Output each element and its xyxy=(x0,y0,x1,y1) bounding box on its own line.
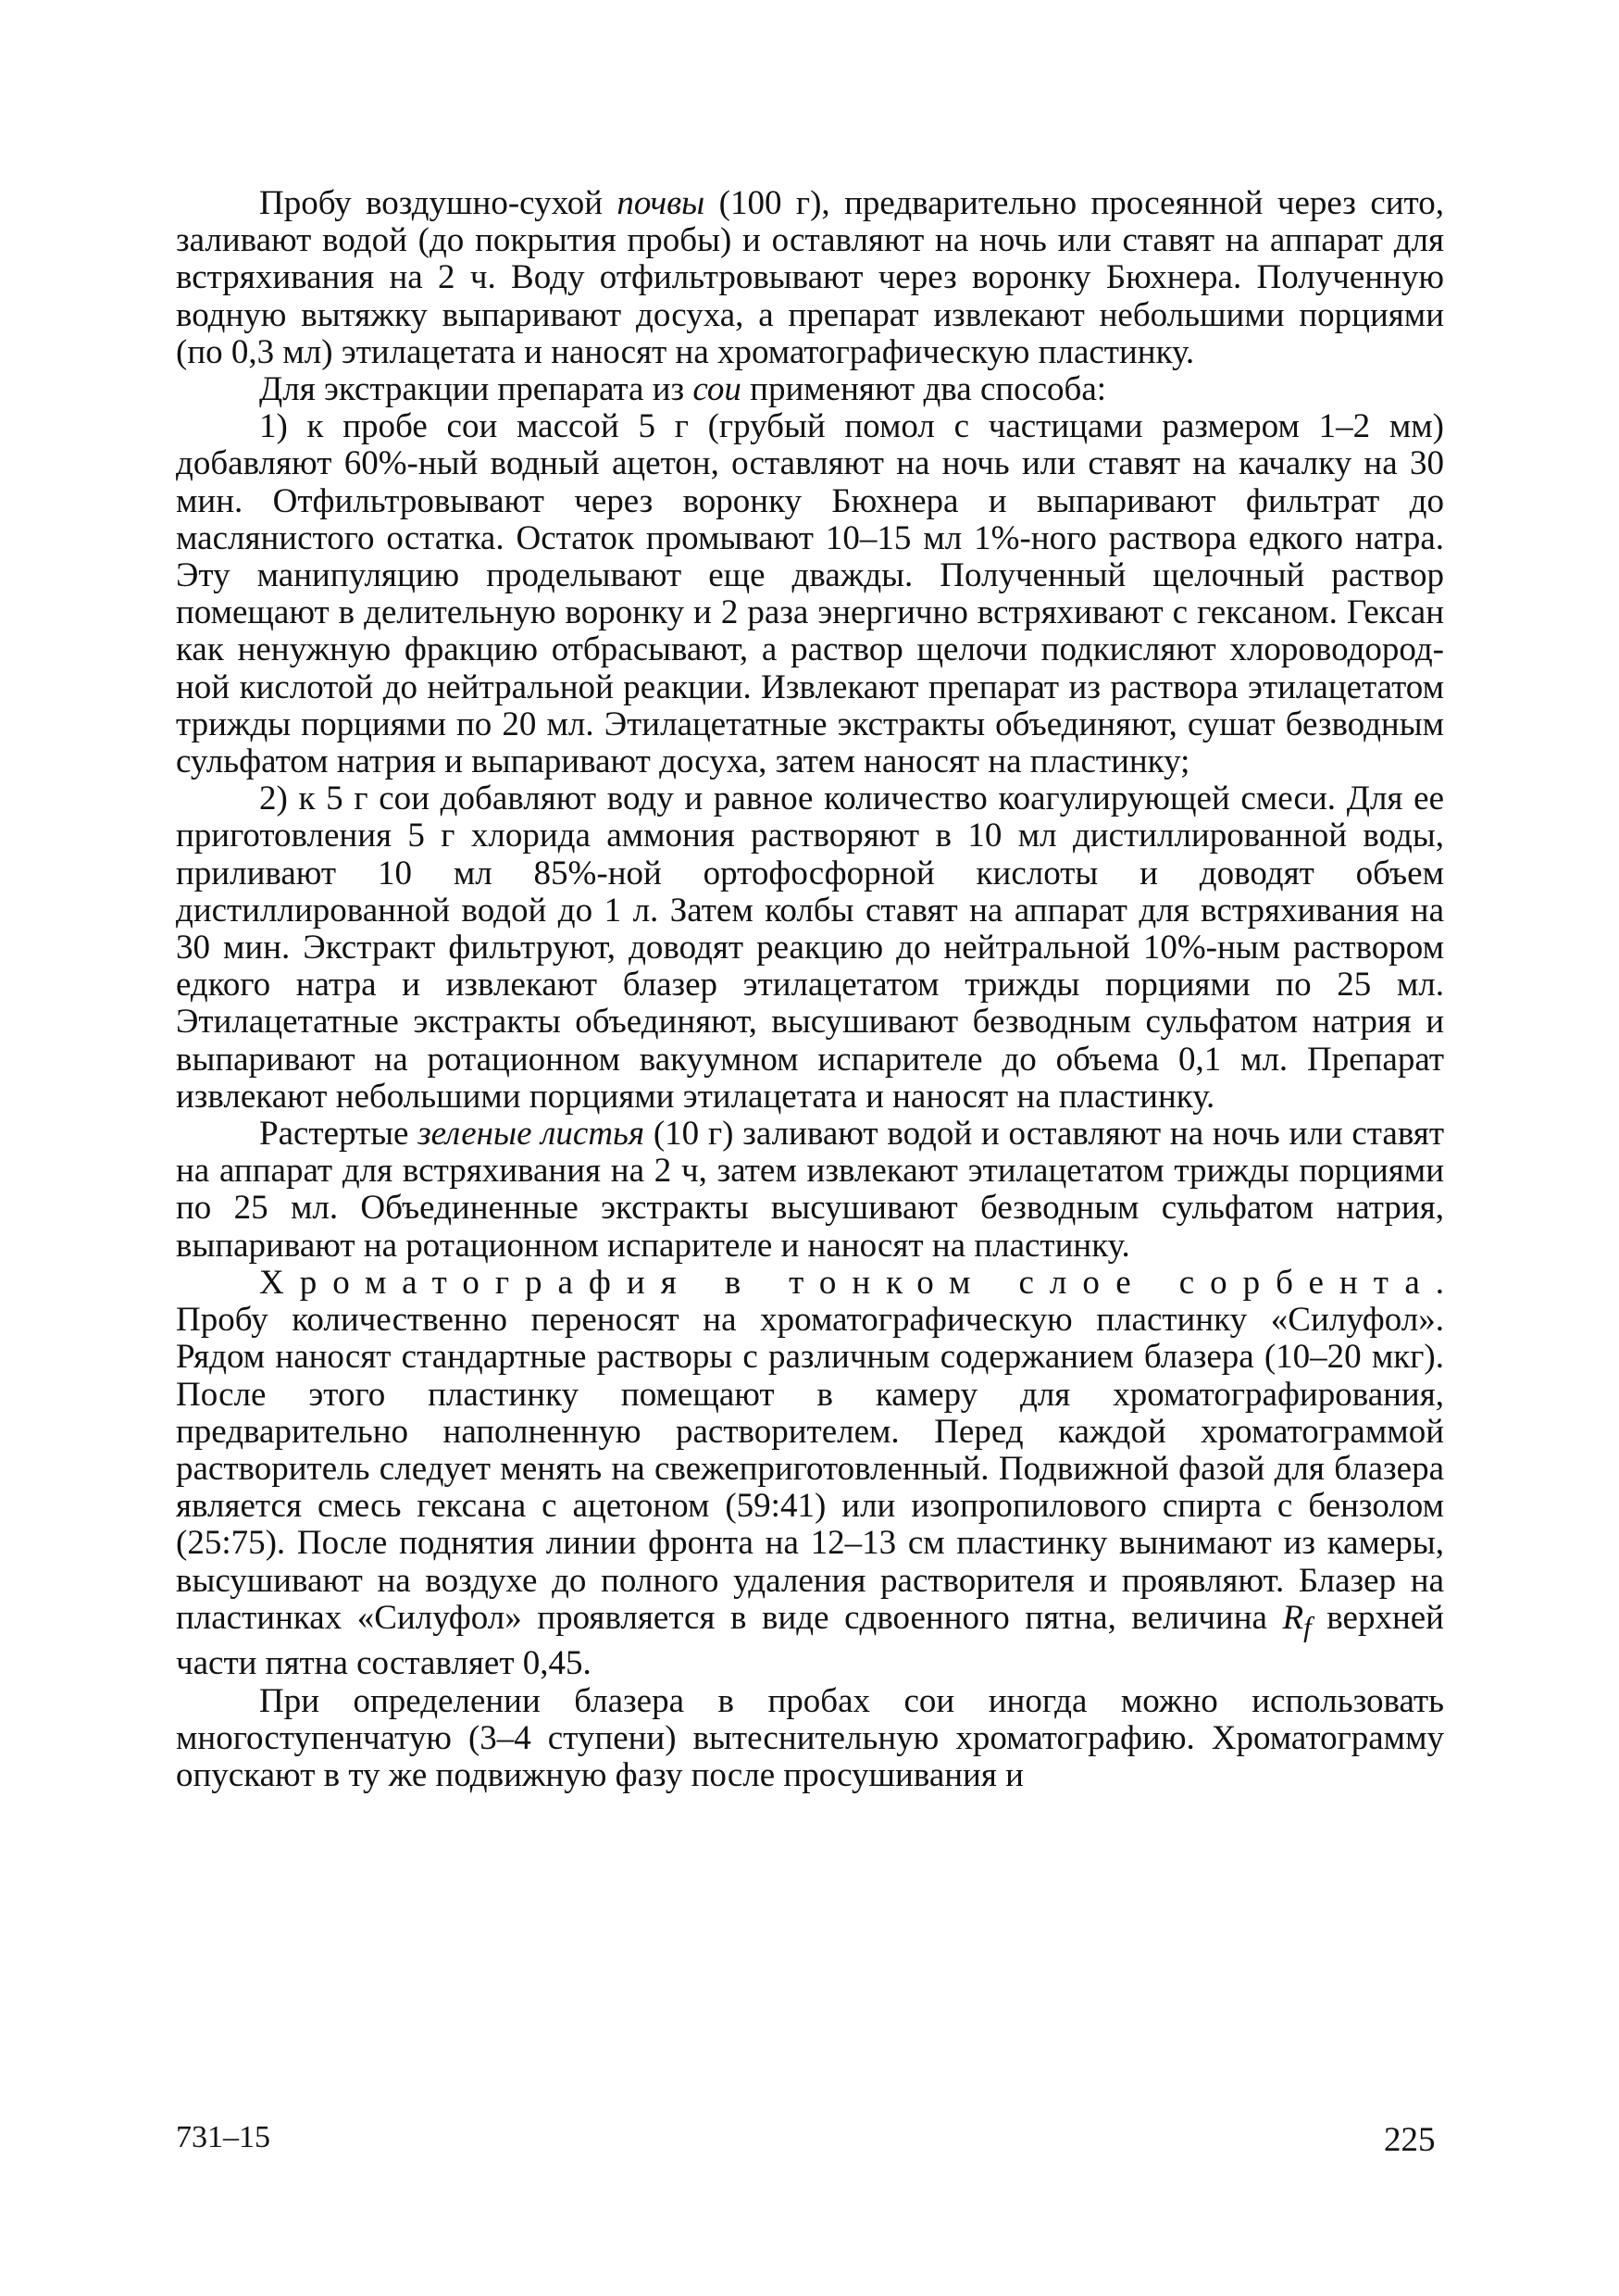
text-run: верхней части пятна составляет 0,45. xyxy=(176,1598,1444,1683)
text-run: При определении блазера в пробах сои иногда можно использовать многоступенчатую (3–4 ступени) вытеснительную хроматографию. Хроматограмму опускают в ту же подвижную фазу после просушивания и xyxy=(176,1681,1444,1794)
italic-text: зеленые листья xyxy=(417,1115,645,1154)
text-run: Растертые xyxy=(259,1115,418,1154)
page-number: 225 xyxy=(1384,2121,1436,2159)
paragraph xyxy=(176,185,1444,371)
paragraph xyxy=(176,1116,1444,1265)
text-run: Для экстракции препарата из xyxy=(259,370,693,409)
text-run: (100 г), предварительно просеянной через сито, заливают водой (до покрытия пробы) и оставляют на ночь или ставят на аппарат для встряхивания на 2 ч. Воду отфильтровывают через воронку Бюхнера. Полученную водную вытяжку выпаривают досуха, а препарат извлекают небольшими порциями (по 0,3 мл) этилацетата и наносят на хроматографическую пластинку. xyxy=(176,184,1444,371)
paragraph xyxy=(176,408,1444,780)
paragraph xyxy=(176,1683,1444,1795)
paragraph xyxy=(176,371,1444,408)
text-run: . Пробу количественно переносят на хроматографическую пластинку «Силуфол». Рядом наносят стандартные растворы с различным содержанием блазера (10–20 мкг). После этого пластинку помещают в камеру для хроматографирования, предварительно наполненную растворителем. Перед каждой хроматограммой растворитель следует менять на свежеприготовленный. Подвижной фазой для блазера является смесь гексана с ацетоном (59:41) или изопропилового спирта с бензолом (25:75). После поднятия линии фронта на 12–13 см пластинку вынимают из камеры, высушивают на воздухе до полного удаления растворителя и проявляют. Блазер на пластинках «Силуфол» проявляется в виде сдвоенного пятна, величина xyxy=(176,1263,1444,1637)
italic-text: R xyxy=(1282,1598,1304,1637)
text-run: применяют два способа: xyxy=(741,370,1107,409)
text-run: Пробу воздушно-сухой xyxy=(259,184,617,222)
paragraph xyxy=(176,780,1444,1116)
subscript-text: f xyxy=(1303,1611,1312,1643)
body-text xyxy=(176,185,1444,1794)
text-run: 2) к 5 г сои добавляют воду и равное количество коагулирующей смеси. Для ее приготовления 5 г хлорида аммония растворяют в 10 мл дистиллированной воды, приливают 10 мл 85%-ной ортофосфорной кислоты и доводят объем дистиллированной водой до 1 л. Затем колбы ставят на аппарат для встряхивания на 30 мин. Экстракт фильтруют, доводят реакцию до нейтральной 10%-ным раствором едкого натра и извлекают блазер этилацетатом трижды порциями по 25 мл. Этилацетатные экстракты объединяют, высушивают безводным сульфатом натрия и выпаривают на ротационном вакуумном испарителе до объема 0,1 мл. Препарат извлекают небольшими порциями этилацетата и наносят на пластинку. xyxy=(176,780,1444,1116)
italic-text: сои xyxy=(692,370,741,409)
italic-text: почвы xyxy=(616,184,705,222)
paragraph xyxy=(176,1265,1444,1683)
text-run: 1) к пробе сои массой 5 г (грубый помол с частицами размером 1–2 мм) добавляют 60%-ный водный ацетон, оставляют на ночь или ставят на качалку на 30 мин. Отфильтровывают через воронку Бюхнера и выпаривают фильтрат до маслянистого остатка. Остаток промывают 10–15 мл 1%-ного раствора едкого натра. Эту манипуляцию проделывают еще дважды. Полученный щелочный раствор помещают в делительную воронку и 2 раза энергично встряхивают с гексаном. Гексан как ненужную фракцию отбрасывают, а раствор щелочи подкисляют хлороводородной кислотой до нейтральной реакции. Извлекают препарат из раствора этилацетатом трижды порциями по 20 мл. Этилацетатные экстракты объединяют, сушат безводным сульфатом натрия и выпаривают досуха, затем наносят на пластинку; xyxy=(176,407,1444,781)
text-run: (10 г) заливают водой и оставляют на ночь или ставят на аппарат для встряхивания на 2 ч, затем извлекают этилацетатом трижды порциями по 25 мл. Объединенные экстракты высушивают безводным сульфатом натрия, выпаривают на ротационном испарителе и наносят на пластинку. xyxy=(176,1115,1444,1265)
printer-signature: 731–15 xyxy=(176,2120,270,2154)
section-heading-inline: Хроматография в тонком слое сорбента xyxy=(259,1263,1436,1302)
